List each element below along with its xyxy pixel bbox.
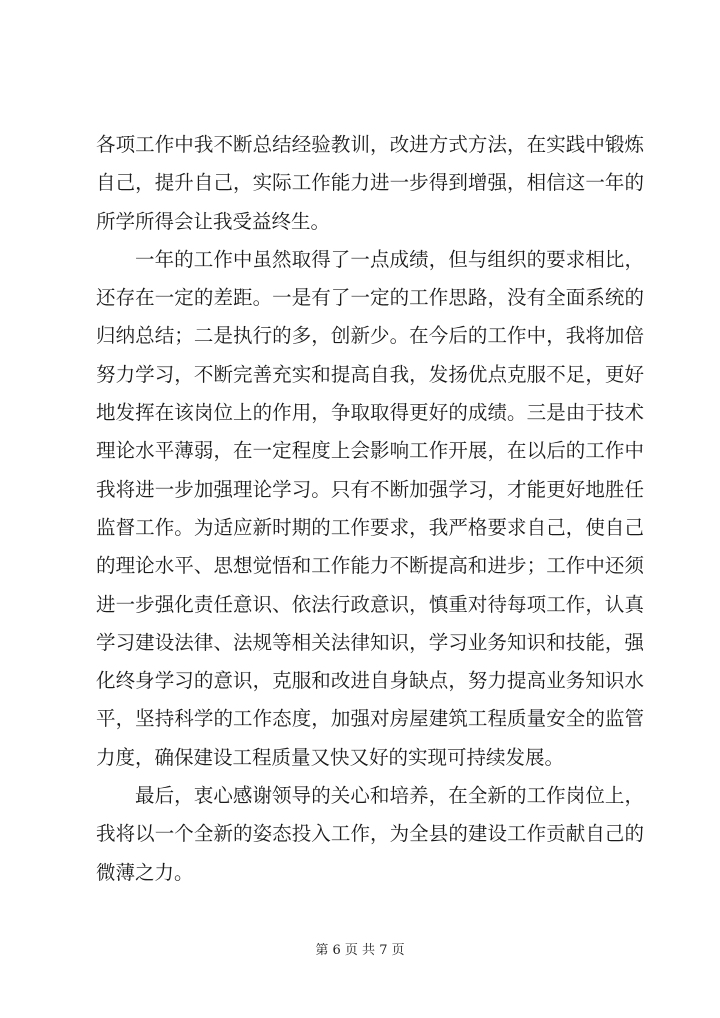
text-line: 理论水平薄弱，在一定程度上会影响工作开展，在以后的工作中 bbox=[96, 439, 644, 463]
text-line: 所学所得会让我受益终生。 bbox=[96, 209, 331, 233]
text-line: 力度，确保建设工程质量又快又好的实现可持续发展。 bbox=[96, 745, 565, 769]
text-line: 地发挥在该岗位上的作用，争取取得更好的成绩。三是由于技术 bbox=[96, 401, 644, 425]
text-line: 微薄之力。 bbox=[96, 860, 194, 884]
document-body bbox=[96, 126, 644, 892]
text-line: 归纳总结；二是执行的多，创新少。在今后的工作中，我将加倍 bbox=[96, 324, 644, 348]
text-line: 学习建设法律、法规等相关法律知识，学习业务知识和技能，强 bbox=[96, 630, 644, 654]
text-line: 进一步强化责任意识、依法行政意识，慎重对待每项工作，认真 bbox=[96, 592, 644, 616]
text-line: 化终身学习的意识，克服和改进自身缺点，努力提高业务知识水 bbox=[96, 669, 644, 693]
text-line: 监督工作。为适应新时期的工作要求，我严格要求自己，使自己 bbox=[96, 515, 644, 539]
page-number-footer: 第 6 页 共 7 页 bbox=[315, 943, 405, 958]
text-line: 一年的工作中虽然取得了一点成绩，但与组织的要求相比， bbox=[135, 247, 644, 271]
text-line: 的理论水平、思想觉悟和工作能力不断提高和进步；工作中还须 bbox=[96, 554, 644, 578]
text-line: 我将进一步加强理论学习。只有不断加强学习，才能更好地胜任 bbox=[96, 477, 644, 501]
text-line: 平，坚持科学的工作态度，加强对房屋建筑工程质量安全的监管 bbox=[96, 707, 644, 731]
text-line: 努力学习，不断完善充实和提高自我，发扬优点克服不足，更好 bbox=[96, 362, 644, 386]
text-line: 还存在一定的差距。一是有了一定的工作思路，没有全面系统的 bbox=[96, 286, 644, 310]
text-line: 各项工作中我不断总结经验教训，改进方式方法，在实践中锻炼 bbox=[96, 133, 644, 156]
text-line: 我将以一个全新的姿态投入工作，为全县的建设工作贡献自己的 bbox=[96, 822, 644, 846]
text-line: 自己，提升自己，实际工作能力进一步得到增强，相信这一年的 bbox=[96, 171, 644, 195]
text-line: 最后，衷心感谢领导的关心和培养，在全新的工作岗位上， bbox=[135, 784, 644, 808]
